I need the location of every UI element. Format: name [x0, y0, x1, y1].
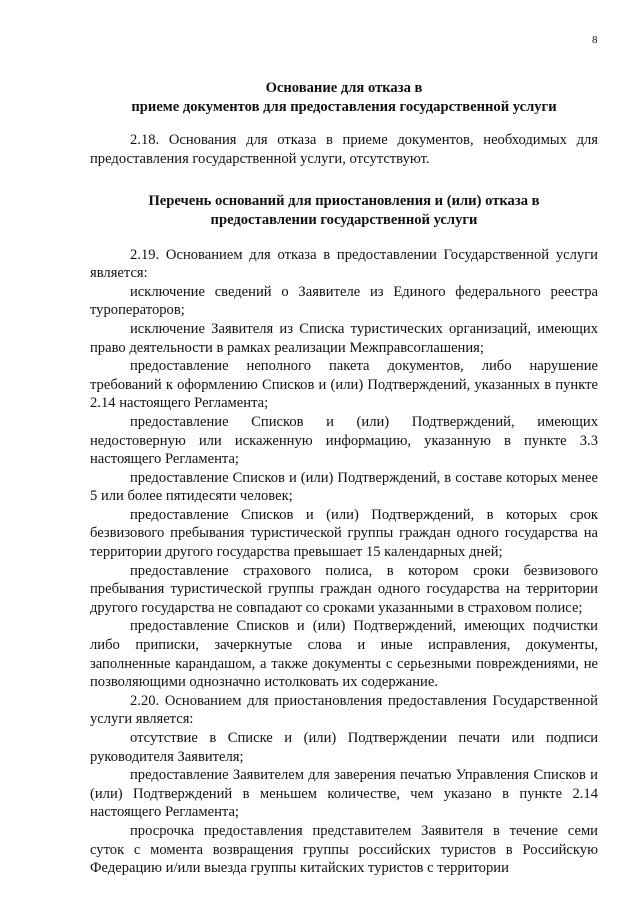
list-item: предоставление Списков и (или) Подтверждений, имеющих недостоверную или искаженную информацию, указанную в пункте 3.3 настоящего Регламента;	[90, 413, 598, 468]
list-item: просрочка предоставления представителем Заявителя в течение семи суток с момента возвращения группы российских туристов в Российскую Федерацию и/или выезда группы китайских туристов с территории	[90, 822, 598, 877]
paragraph-2-18: 2.18. Основания для отказа в приеме документов, необходимых для предоставления государственной услуги, отсутствуют.	[90, 132, 598, 167]
document-body	[90, 79, 598, 878]
list-item: предоставление страхового полиса, в котором сроки безвизового пребывания туристической группы граждан одного государства на территории другого государства не совпадают со сроками указанными в страховом полисе;	[90, 562, 598, 616]
list-item: предоставление Заявителем для заверения печатью Управления Списков и (или) Подтверждений в меньшем количестве, чем указано в пункте 2.14 настоящего Регламента;	[90, 767, 598, 821]
section-heading-refusal-acceptance-line2: приеме документов для предоставления государственной услуги	[131, 98, 557, 115]
section-heading-refusal-acceptance-line1: Основание для отказа в	[265, 80, 423, 96]
section-heading-suspension-refusal-line1: Перечень оснований для приостановления и (или) отказа в	[148, 193, 540, 210]
paragraph-2-20: 2.20. Основанием для приостановления предоставления Государственной услуги является:	[90, 692, 598, 728]
list-item: отсутствие в Списке и (или) Подтверждении печати или подписи руководителя Заявителя;	[90, 730, 598, 765]
page-number: 8	[592, 34, 598, 46]
section-heading-suspension-refusal-line2: предоставлении государственной услуги	[210, 211, 478, 228]
list-item: предоставление Списков и (или) Подтверждений, в которых срок безвизового пребывания туристической группы граждан одного государства на территории другого государства превышает 15 календарных дней;	[90, 506, 598, 561]
list-item: исключение Заявителя из Списка туристических организаций, имеющих право деятельности в рамках реализации Межправсоглашения;	[90, 320, 598, 356]
list-item: предоставление неполного пакета документов, либо нарушение требований к оформлению Списков и (или) Подтверждений, указанных в пункте 2.14 настоящего Регламента;	[90, 358, 598, 412]
paragraph-2-19: 2.19. Основанием для отказа в предоставлении Государственной услуги является:	[90, 246, 598, 282]
list-item: предоставление Списков и (или) Подтверждений, в составе которых менее 5 или более пятидесяти человек;	[90, 469, 598, 505]
list-item: исключение сведений о Заявителе из Единого федерального реестра туроператоров;	[90, 283, 598, 319]
list-item: предоставление Списков и (или) Подтверждений, имеющих подчистки либо приписки, зачеркнутые слова и иные исправления, документы, заполненные карандашом, а также документы с серьезными повреждениями, не позволяющими однозначно истолковать их содержание.	[90, 618, 598, 691]
